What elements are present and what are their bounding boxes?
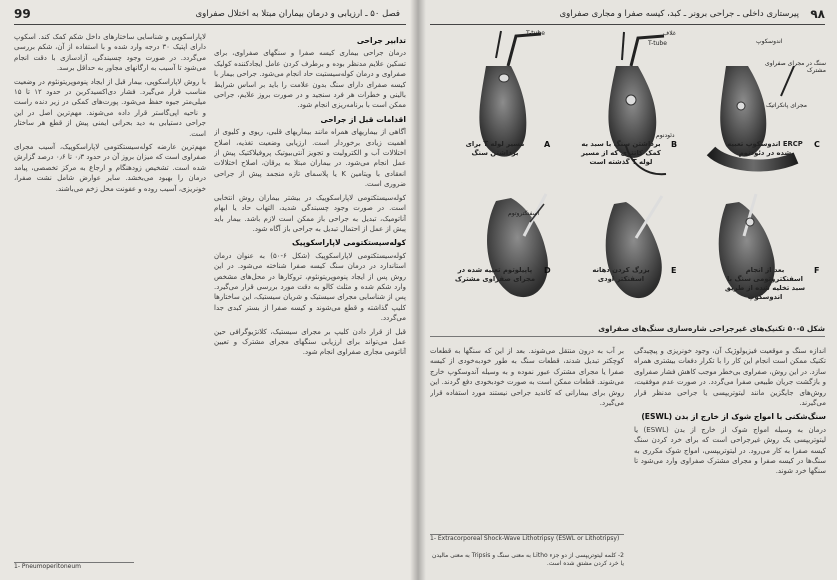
paragraph: درمان به وسیله امواج شوک از خارج از بدن (ESWL) یا لیتوتریپسی یک روش غیرجراحی است که برای خرد کردن سنگ کیسه صفرا به کار می‌رود. در لیتوتریپسی، امواج شوک مکرری به سنگ‌ها در کیسه صفرا و مجرای مشترک صفراوی وارد می‌شود تا سنگها خرد شوند. [634, 425, 826, 476]
panel-caption-d: پاپیلوتوم تعبیه شده در مجرای صفراوی مشترک [454, 266, 536, 283]
panel-letter-c: C [814, 140, 820, 149]
left-page-footnote: 1- Pneumoperitoneum [14, 562, 134, 571]
left-page [0, 0, 418, 580]
panel-letter-e: E [671, 266, 677, 275]
paragraph: کوله‌سیستکتومی لاپاراسکوپیک (شکل ۶-۵۰) به عنوان درمان استاندارد در درمان سنگ کیسه صفرا شناخته می‌شود. در این روش پس از ایجاد پنوموپریتونئوم، تروکارها در محل‌های مشخص وارد شکم شده و مثلث کالو به دقت مورد بررسی قرار می‌گیرد. پس از شناسایی مجرای سیستیک و شریان سیستیک، این ساختارها کلیپ گذاشته و قطع می‌شوند و کیسه صفرا از بستر کبدی جدا می‌گردد. [214, 251, 406, 323]
right-page [418, 0, 837, 580]
label-sheath: غلاف [663, 30, 676, 37]
left-page-header [14, 6, 406, 25]
paragraph: قبل از قرار دادن کلیپ بر مجرای سیستیک، کلانژیوگرافی حین عمل می‌تواند برای ارزیابی سنگهای مجرای مشترک و تعیین آناتومی مجاری صفراوی انجام شود. [214, 327, 406, 357]
figure-nonsurgical-stone-removal [426, 26, 831, 324]
heading-surgical-management: تدابیر جراحی [356, 36, 406, 45]
paragraph: آگاهی از بیماریهای همراه مانند بیماریهای قلبی، ریوی و کلیوی از اهمیت زیادی برخوردار است. ارزیابی وضعیت تغذیه، اصلاح اختلالات آب و الکترولیت و تجویز آنتی‌بیوتیک پروفیلاکتیک پیش از عمل انجام می‌شود. در بیماران مبتلا به یرقان، اصلاح اختلالات انعقادی با ویتامین K یا پلاسمای تازه منجمد پیش از جراحی ضروری است. [214, 128, 406, 189]
label-endoscope: اندوسکوپ [756, 38, 783, 45]
paragraph: با روش لاپاراسکوپی، بیمار قبل از ایجاد پنوموپریتونئوم در وضعیت مناسب قرار می‌گیرد. فشار دی‌اکسیدکربن در حدود ۱۲ تا ۱۵ میلی‌متر جیوه حفظ می‌شود. پورت‌های کمکی در زیر دنده راست و ناحیه اپی‌گاستر قرار داده می‌شوند. مهم‌ترین اصل در این جراحی دستیابی به دید بحرانی ایمنی پیش از قطع هر ساختار است. [14, 77, 206, 138]
paragraph: اندازه سنگ و موقعیت فیزیولوژیک آن، وجود خونریزی و پیچیدگی تکنیک ممکن است انجام این کار را با تکرار دفعات بیشتری همراه سازد. در این روش، صفراوی بی‌خطر موجب کاهش فشار صفراوی و بازگشت جریان طبیعی صفرا می‌گردد. در صورت عدم موفقیت، روش‌های جایگزین مانند لیتوتریپسی یا جراحی مدنظر قرار می‌گیرند. [634, 347, 826, 408]
right-page-number: ۹۸ [810, 7, 825, 21]
paragraph: لاپاراسکوپی و شناسایی ساختارهای داخل شکم کمک کند. اسکوپ دارای اپتیک ۳۰ درجه وارد شده و با استفاده از آن، شکم بررسی می‌گردد. در صورت وجود چسبندگی، آزادسازی با دقت انجام می‌شود تا آسیب به ارگانهای مجاور به حداقل برسد. [14, 33, 206, 73]
label-stone-common-duct: سنگ در مجرای صفراوی مشترک [765, 60, 826, 74]
label-t-tube-2: T-tube [648, 40, 667, 47]
right-running-head: پیرستاری داخلی ـ جراحی برونر ـ کبد، کیسه صفرا و مجاری صفراوی [559, 9, 799, 19]
left-page-left-column [14, 32, 206, 550]
book-spine-shadow [410, 0, 426, 580]
figure-caption: شکل ۵-۵۰ تکنیک‌های غیرجراحی شاره‌سازی سنگ‌های صفراوی [430, 324, 825, 337]
left-page-right-column [214, 32, 406, 568]
heading-preoperative-measures: اقدامات قبل از جراحی [320, 114, 406, 124]
panel-caption-b: برداشتن سنگ با سبد به کمک کاتتری که از مسیر لوله T گذشته است [581, 140, 661, 166]
panel-letter-a: A [544, 140, 551, 149]
heading-laparoscopic-cholecystectomy: کوله‌سیستکتومی لاپاراسکوپیک [291, 238, 406, 248]
right-page-footnote-1: 1- Extracorporeal Shock-Wave Lithotripsy (ESWL or Lithotripsy) [430, 534, 624, 543]
right-page-footnote-2: 2- کلمه لیتوتریپسی از دو جزء Litho به معنی سنگ و Tripsis به معنی مالیدن یا خرد کردن مشتق شده است. [431, 552, 624, 567]
left-running-head: فصل ۵۰ ـ ارزیابی و درمان بیماران مبتلا به اختلال صفراوی [195, 9, 400, 19]
label-t-tube: T-tube [526, 30, 545, 37]
right-page-right-column [634, 346, 826, 572]
label-pancreatic-duct: مجرای پانکراتیک [766, 102, 807, 109]
panel-letter-d: D [544, 266, 551, 275]
panel-caption-c: ERCP اندوسکوپ تعبیه شده در دئودنوم [727, 140, 803, 157]
paragraph: کوله‌سیستکتومی لاپاراسکوپیک در بیشتر بیماران روش انتخابی است. در صورت وجود چسبندگی شدید، التهاب حاد یا ابهام آناتومیک، تبدیل به جراحی باز ممکن است لازم باشد. بیمار باید پیش از عمل از احتمال تبدیل به جراحی باز آگاه شود. [214, 193, 406, 233]
panel-caption-e: بزرگ کردن دهانه اسفنکتر اودی [592, 266, 650, 283]
right-page-left-column [430, 346, 624, 522]
panel-letter-b: B [671, 140, 678, 149]
left-page-number: 99 [14, 7, 31, 21]
paragraph: بر آب به درون منتقل می‌شوند. بعد از این که سنگها به قطعات کوچکتر تبدیل شدند، قطعات سنگ به طور خودبه‌خودی از کیسه صفرا یا مجرای مشترک عبور نموده و به وسیله آندوسکوپ خارج می‌شوند. قطعات ممکن است به صورت خودبخودی دفع گردند. این روش برای بیمارانی که کاندید جراحی نیستند مورد استفاده قرار می‌گیرد. [430, 347, 624, 408]
panel-caption-f: بعد از انجام اسفنکتروتومی سنگ با سبد تخلیه شده از طریق اندوسکوپ [724, 266, 806, 301]
label-duodenum: دئودنوم [656, 132, 675, 139]
label-basket: اسفنکتروتوم [508, 210, 540, 217]
paragraph: درمان جراحی بیماری کیسه صفرا و سنگهای صفراوی، برای تسکین علایم مدنظر بوده و برطرف کردن عامل ایجادکننده کولیک صفراوی و درمان کوله‌سیستیت حاد انجام می‌شود. جراحی بیمار با کیسه صفرای دارای سنگ بدون علامت را باید بر اساس شرایط بالینی و خطرات هر فرد سنجید و در صورت بروز علایم، جراحی ممکن است با برنامه‌ریزی انجام شود. [214, 49, 406, 110]
heading-eswl: سنگ‌شکنی با امواج شوک از خارج از بدن (ESWL) [641, 412, 826, 422]
panel-a-illustration [479, 31, 541, 157]
panel-caption-a: مسیر لوله T برای برداشتن سنگ [465, 140, 525, 157]
paragraph: مهم‌ترین عارضه کوله‌سیستکتومی لاپاراسکوپیک، آسیب مجرای صفراوی است که میزان بروز آن در حدود ۰٫۳ تا ۰٫۶ درصد گزارش شده است. تشخیص زودهنگام و ارجاع به مرکز تخصصی، پیامد درمان را بهبود می‌بخشد. سایر عوارض شامل نشت صفرا، خونریزی، آسیب روده و عفونت محل زخم می‌باشند. [14, 143, 206, 193]
right-page-header [430, 6, 825, 25]
panel-letter-f: F [814, 266, 820, 275]
